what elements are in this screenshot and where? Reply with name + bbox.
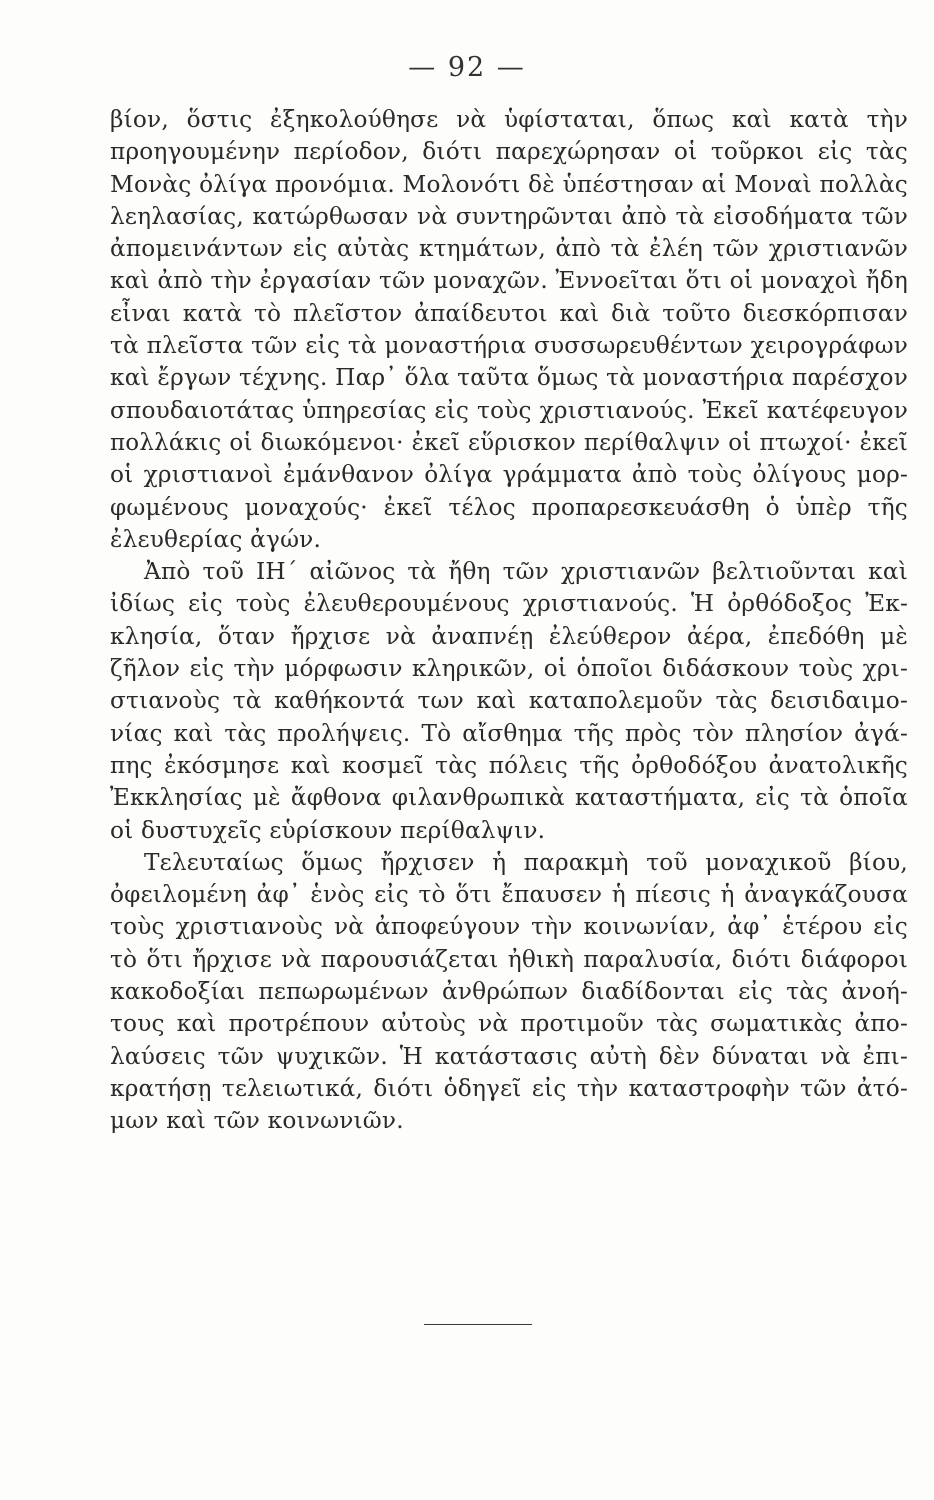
text-line: πολλάκις οἱ διωκόμενοι· ἐκεῖ εὕρισκον περίθαλψιν οἱ πτωχοί· ἐκεῖ [110,429,908,456]
text-line: κλησία, ὅταν ἤρχισε νὰ ἀναπνέῃ ἐλεύθερον ἀέρα, ἐπεδόθη μὲ [110,622,908,650]
paragraph-1 [110,104,908,556]
text-line: τοὺς χριστιανοὺς νὰ ἀποφεύγουν τὴν κοινωνίαν, ἀφ᾽ ἑτέρου εἰς [110,913,908,941]
text-line: νίας καὶ τὰς προλήψεις. Τὸ αἴσθημα τῆς πρὸς τὸν πλησίον ἀγά- [110,719,908,747]
text-body [110,104,908,1138]
paragraph-3 [110,847,908,1138]
text-line: Ἐκκλησίας μὲ ἄφθονα φιλανθρωπικὰ καταστήματα, εἰς τὰ ὁποῖα [110,784,908,812]
text-line: τὰ πλεῖστα τῶν εἰς τὰ μοναστήρια συσσωρευθέντων χειρογράφων [110,332,908,360]
text-line: Ἀπὸ τοῦ ΙΗ΄ αἰῶνος τὰ ἤθη τῶν χριστιανῶν βελτιοῦνται καὶ [144,558,908,586]
text-line: καὶ ἔργων τέχνης. Παρ᾽ ὅλα ταῦτα ὅμως τὰ μοναστήρια παρέσχον [110,364,908,392]
text-line: τους καὶ προτρέπουν αὐτοὺς νὰ προτιμοῦν τὰς σωματικὰς ἀπο- [110,1010,908,1038]
text-line: οἱ δυστυχεῖς εὑρίσκουν περίθαλψιν. [110,816,546,844]
text-line: προηγουμένην περίοδον, διότι παρεχώρησαν οἱ τοῦρκοι εἰς τὰς [110,138,908,166]
text-line: λαύσεις τῶν ψυχικῶν. Ἡ κατάστασις αὐτὴ δὲν δύναται νὰ ἐπι- [110,1042,908,1070]
text-line: κακοδοξίαι πεπωρωμένων ἀνθρώπων διαδίδονται εἰς τὰς ἀνοή- [110,978,908,1006]
text-line: ζῆλον εἰς τὴν μόρφωσιν κληρικῶν, οἱ ὁποῖοι διδάσκουν τοὺς χρι- [110,655,908,683]
text-line: λεηλασίας, κατώρθωσαν νὰ συντηρῶνται ἀπὸ τὰ εἰσοδήματα τῶν [110,202,908,230]
text-line: φωμένους μοναχούς· ἐκεῖ τέλος προπαρεσκευάσθη ὁ ὑπὲρ τῆς [110,493,908,521]
text-line: ἰδίως εἰς τοὺς ἐλευθερουμένους χριστιανούς. Ἡ ὀρθόδοξος Ἐκ- [110,590,908,618]
text-line: βίον, ὅστις ἐξηκολούθησε νὰ ὑφίσταται, ὅπως καὶ κατὰ τὴν [110,106,908,133]
text-line: ὀφειλομένη ἀφ᾽ ἑνὸς εἰς τὸ ὅτι ἔπαυσεν ἡ πίεσις ἡ ἀναγκάζουσα [110,881,908,909]
text-line: σπουδαιοτάτας ὑπηρεσίας εἰς τοὺς χριστιανούς. Ἐκεῖ κατέφευγον [110,396,908,424]
text-line: πης ἐκόσμησε καὶ κοσμεῖ τὰς πόλεις τῆς ὀρθοδόξου ἀνατολικῆς [110,751,908,779]
text-line: καὶ ἀπὸ τὴν ἐργασίαν τῶν μοναχῶν. Ἐννοεῖται ὅτι οἱ μοναχοὶ ἤδη [110,267,908,295]
section-divider [424,1324,532,1325]
text-line: εἶναι κατὰ τὸ πλεῖστον ἀπαίδευτοι καὶ διὰ τοῦτο διεσκόρπισαν [110,299,908,327]
paragraph-2 [110,556,908,847]
text-line: οἱ χριστιανοὶ ἐμάνθανον ὀλίγα γράμματα ἀπὸ τοὺς ὀλίγους μορ- [110,461,908,489]
text-line: μων καὶ τῶν κοινωνιῶν. [110,1107,404,1135]
text-line: ἐλευθερίας ἀγών. [110,525,322,553]
text-line: στιανοὺς τὰ καθήκοντά των καὶ καταπολεμοῦν τὰς δεισιδαιμο- [110,687,908,715]
text-line: Τελευταίως ὅμως ἤρχισεν ἡ παρακμὴ τοῦ μοναχικοῦ βίου, [144,848,908,876]
text-line: τὸ ὅτι ἤρχισε νὰ παρουσιάζεται ἠθικὴ παραλυσία, διότι διάφοροι [110,945,908,973]
text-line: κρατήσῃ τελειωτικά, διότι ὁδηγεῖ εἰς τὴν καταστροφὴν τῶν ἀτό- [110,1074,908,1102]
text-line: ἀπομεινάντων εἰς αὐτὰς κτημάτων, ἀπὸ τὰ ἐλέη τῶν χριστιανῶν [110,235,908,263]
text-line: Μονὰς ὀλίγα προνόμια. Μολονότι δὲ ὑπέστησαν αἱ Μοναὶ πολλὰς [110,170,908,198]
page-number: — 92 — [408,52,526,83]
